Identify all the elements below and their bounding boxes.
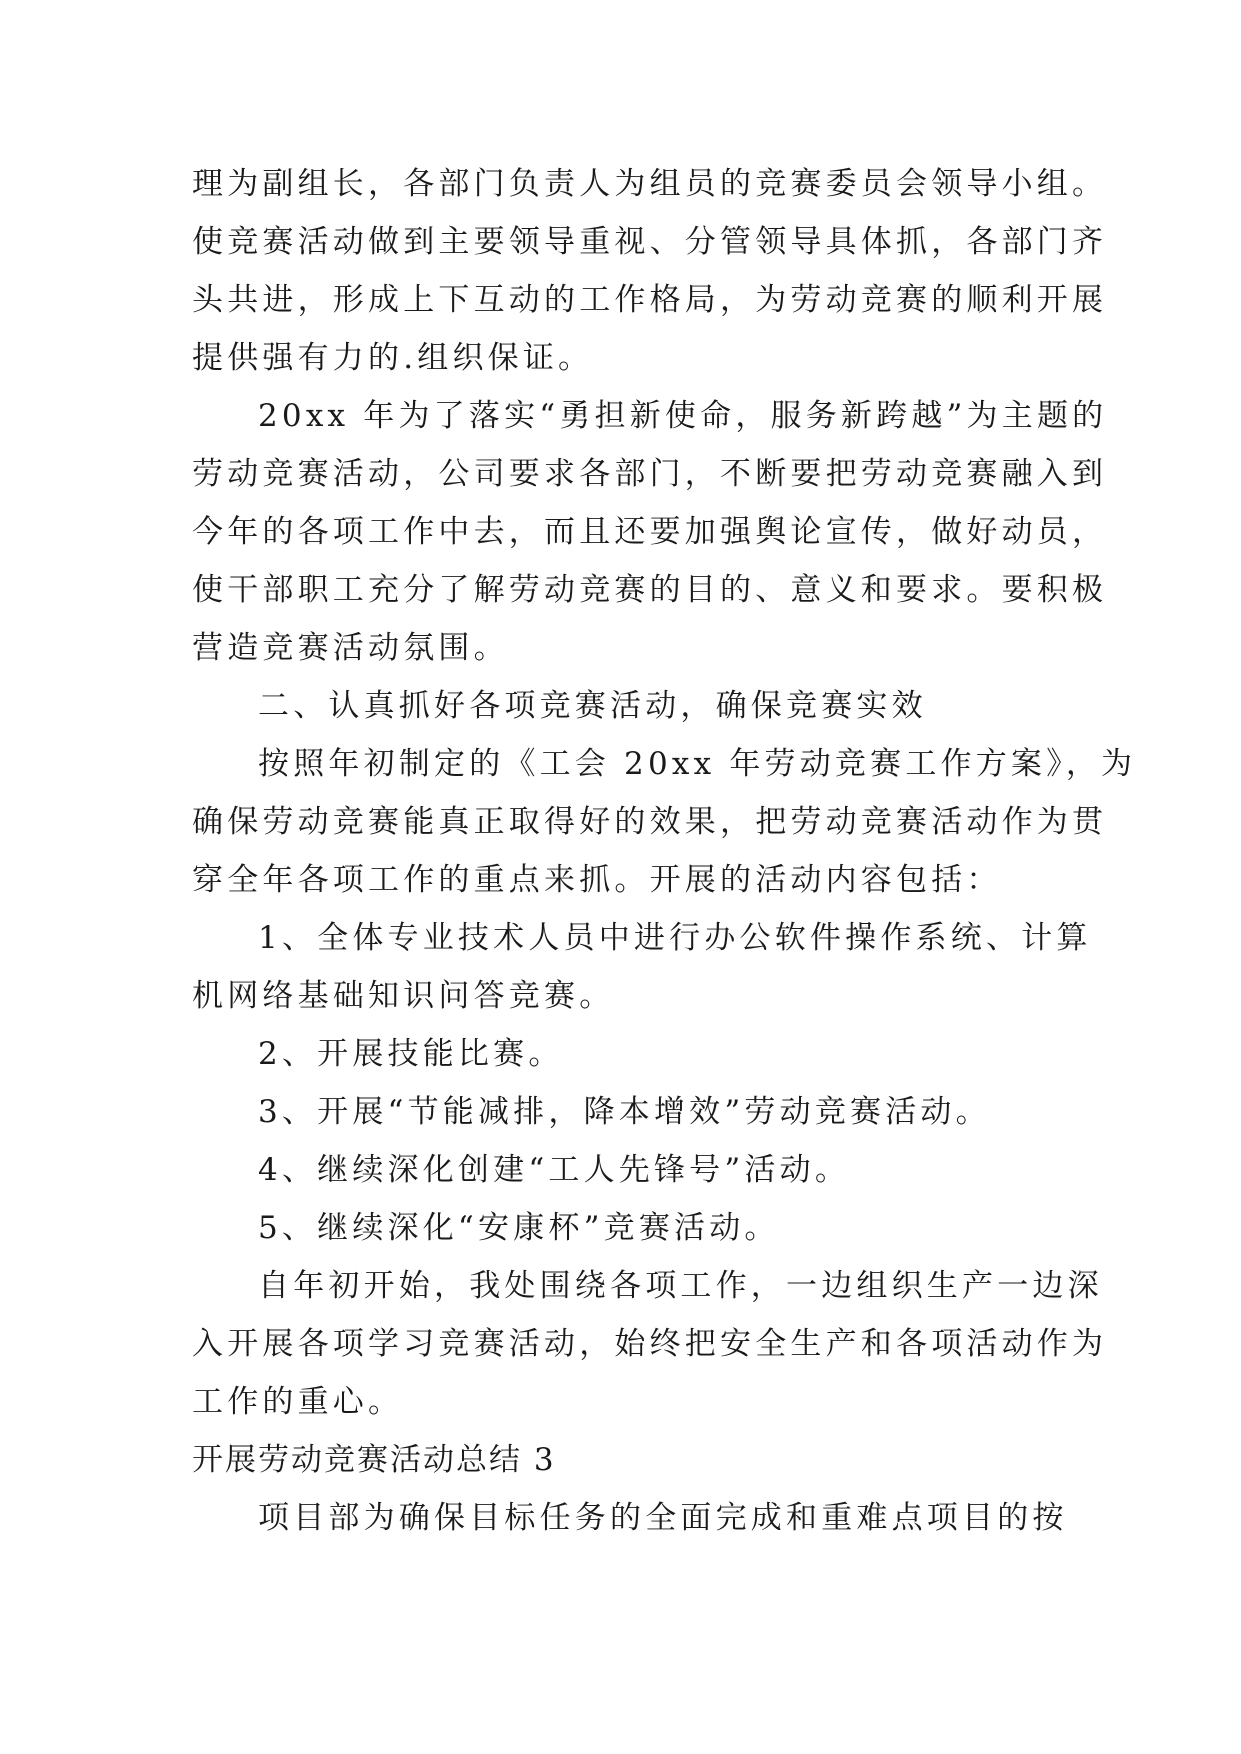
list-item: 3、开展“节能减排，降本增效”劳动竞赛活动。 xyxy=(258,1094,991,1130)
document-title: 开展劳动竞赛活动总结 3 xyxy=(192,1442,556,1478)
list-item-continuation: 机网络基础知识问答竞赛。 xyxy=(192,978,615,1014)
text-line: 按照年初制定的《工会 20xx 年劳动竞赛工作方案》，为 xyxy=(258,746,1137,782)
list-item: 5、继续深化“安康杯”竞赛活动。 xyxy=(258,1210,780,1246)
section-heading: 二、认真抓好各项竞赛活动，确保竞赛实效 xyxy=(258,688,927,724)
list-item: 1、全体专业技术人员中进行办公软件操作系统、计算 xyxy=(258,920,1092,956)
text-line: 理为副组长，各部门负责人为组员的竞赛委员会领导小组。 xyxy=(192,166,1108,202)
text-line: 20xx 年为了落实“勇担新使命，服务新跨越”为主题的 xyxy=(258,398,1108,434)
text-line: 提供强有力的.组织保证。 xyxy=(192,340,594,376)
text-line: 营造竞赛活动氛围。 xyxy=(192,630,509,666)
text-line: 使竞赛活动做到主要领导重视、分管领导具体抓，各部门齐 xyxy=(192,224,1108,260)
text-line: 确保劳动竞赛能真正取得好的效果，把劳动竞赛活动作为贯 xyxy=(192,804,1108,840)
list-item: 2、开展技能比赛。 xyxy=(258,1036,564,1072)
text-line: 头共进，形成上下互动的工作格局，为劳动竞赛的顺利开展 xyxy=(192,282,1108,318)
text-line: 项目部为确保目标任务的全面完成和重难点项目的按 xyxy=(258,1500,1068,1536)
text-line: 劳动竞赛活动，公司要求各部门，不断要把劳动竞赛融入到 xyxy=(192,456,1108,492)
text-line: 入开展各项学习竞赛活动，始终把安全生产和各项活动作为 xyxy=(192,1326,1108,1362)
text-line: 今年的各项工作中去，而且还要加强舆论宣传，做好动员， xyxy=(192,514,1108,550)
text-line: 穿全年各项工作的重点来抓。开展的活动内容包括： xyxy=(192,862,1002,898)
list-item: 4、继续深化创建“工人先锋号”活动。 xyxy=(258,1152,851,1188)
text-line: 使干部职工充分了解劳动竞赛的目的、意义和要求。要积极 xyxy=(192,572,1108,608)
text-line: 工作的重心。 xyxy=(192,1384,404,1420)
text-line: 自年初开始，我处围绕各项工作，一边组织生产一边深 xyxy=(258,1268,1103,1304)
document-body xyxy=(192,155,1137,1547)
